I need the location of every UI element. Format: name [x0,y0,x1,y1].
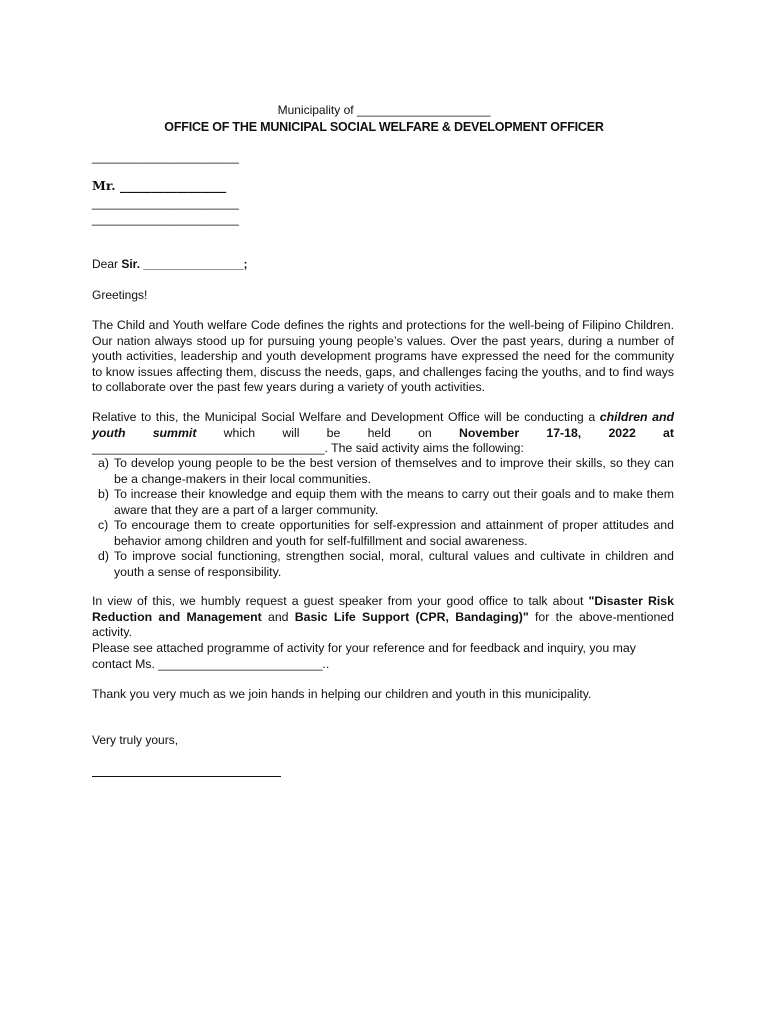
paragraph-contact: Please see attached programme of activity for your reference and for feedback and inquiry, you may contact Ms. ________________________.. [92,641,636,671]
request-text-3: for the above-mentioned activity. [92,609,674,639]
objective-marker: a) [98,456,109,470]
objective-text: To increase their knowledge and equip them with the means to carry out their goals and to make them aware that they are a part of a larger community. [114,487,674,517]
summit-text-1: Relative to this, the Municipal Social Welfare and Development Office will be conducting a [92,410,600,424]
address-line-4: ______________________ [92,212,239,226]
closing: Very truly yours, [92,733,179,747]
salutation-dear: Dear [92,257,122,271]
summit-date: November 17-18, 2022 at [458,425,674,440]
objective-marker: d) [98,549,109,563]
salutation-sir: Sir. _______________; [121,257,248,271]
paragraph-summit [92,410,674,457]
objective-text: To improve social functioning, strengthen social, moral, cultural values and cultivate in children and youth a sense of responsibility. [114,549,674,579]
paragraph-thanks: Thank you very much as we join hands in helping our children and youth in this municipality. [92,687,592,701]
greeting: Greetings! [92,288,148,302]
salutation [92,257,247,271]
summit-text-2: which will be held on [196,425,459,440]
summit-emphasis: children and youth summit [92,410,674,440]
summit-text-3: __________________________________. The said activity aims the following: [92,441,524,455]
objective-text: To develop young people to be the best version of themselves and to improve their skills, so they can be a change-makers in their local communities. [114,456,674,486]
objective-text: To encourage them to create opportunities for self-expression and attainment of proper attitudes and behavior among children and youth for self-fulfillment and social awareness. [114,518,674,548]
signature-line [92,776,281,777]
office-title: OFFICE OF THE MUNICIPAL SOCIAL WELFARE & DEVELOPMENT OFFICER [164,120,604,134]
request-text-2: and [261,609,295,624]
objective-item [92,456,674,487]
objective-marker: b) [98,487,109,501]
address-line-3: ______________________ [92,196,239,210]
objective-item [92,487,674,518]
objective-marker: c) [98,518,109,532]
objectives-list [92,456,674,580]
paragraph-request [92,594,674,641]
address-line-1: ______________________ [92,150,239,164]
address-recipient-name: Mr. _________________ [92,178,227,193]
request-text-1: In view of this, we humbly request a guest speaker from your good office to talk about [92,594,589,608]
objective-item [92,549,674,580]
municipality-line: Municipality of ____________________ [277,103,491,117]
objective-item [92,518,674,549]
request-topic-1: "Disaster Risk Reduction and Management [92,594,674,624]
request-topic-2: Basic Life Support (CPR, Bandaging)" [294,609,529,624]
paragraph-child-youth-code: The Child and Youth welfare Code defines the rights and protections for the well-being of Filipino Children. Our nation always stood up for pursuing young people’s values. Over the past years, during a number of youth activities, leadership and youth development programs have expressed the need for the community to know issues affecting them, discuss the needs, gaps, and challenges facing the youths, and to find ways to collaborate over the past few years during a variety of youth activities. [92,318,674,394]
